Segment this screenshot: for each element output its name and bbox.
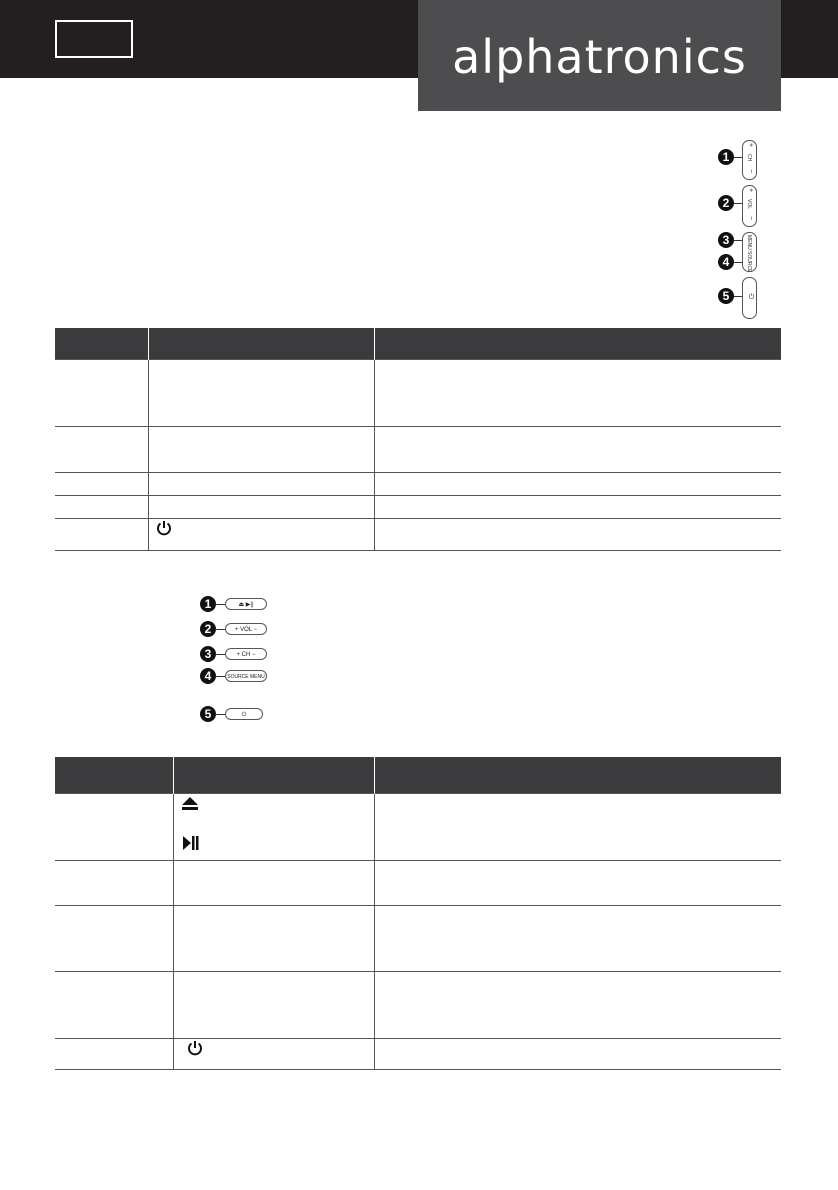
table-cell <box>173 1038 374 1069</box>
table-cell <box>374 427 781 473</box>
ch-label: CH <box>746 154 752 162</box>
table-header-cell <box>148 328 374 360</box>
callout-5: 5 <box>200 706 216 722</box>
table-cell <box>374 473 781 496</box>
table-header-row <box>55 757 781 793</box>
table-row <box>55 360 781 427</box>
table-cell <box>148 360 374 427</box>
table-header-cell <box>173 757 374 793</box>
table-cell <box>374 519 781 551</box>
table-cell <box>374 360 781 427</box>
table-cell <box>148 496 374 519</box>
source-label: SOURCE <box>746 251 752 273</box>
callout-2: 2 <box>200 621 216 637</box>
play-pause-icon <box>180 834 200 852</box>
table-cell <box>374 496 781 519</box>
table-header-cell <box>374 757 781 793</box>
power-icon <box>155 519 173 537</box>
table-cell <box>55 360 148 427</box>
table-cell <box>55 496 148 519</box>
table-cell <box>374 860 781 905</box>
table-cell <box>148 427 374 473</box>
table-cell <box>55 519 148 551</box>
table-header-cell <box>55 328 148 360</box>
top-buttons-table <box>55 757 781 1070</box>
vol-button: + VOL − <box>225 623 267 635</box>
table-cell <box>55 793 173 860</box>
callout-3: 3 <box>718 232 734 248</box>
callout-5: 5 <box>718 288 734 304</box>
table-row <box>55 519 781 551</box>
language-box <box>55 20 133 58</box>
top-power-button: ⏻ <box>225 708 263 720</box>
table-header-cell <box>374 328 781 360</box>
power-icon <box>186 1039 204 1057</box>
table-cell <box>173 793 374 860</box>
ch-button: + CH − <box>742 140 757 180</box>
table-cell <box>374 1038 781 1069</box>
callout-3: 3 <box>200 646 216 662</box>
table-cell <box>173 971 374 1038</box>
eject-icon <box>180 794 200 812</box>
table-row <box>55 473 781 496</box>
side-buttons-table <box>55 328 781 551</box>
table-row <box>55 971 781 1038</box>
table-row <box>55 905 781 971</box>
table-cell <box>55 971 173 1038</box>
table-row <box>55 427 781 473</box>
table-cell <box>148 473 374 496</box>
table-cell <box>374 905 781 971</box>
vol-label: VOL <box>746 199 752 210</box>
table-row <box>55 793 781 860</box>
table-cell <box>55 473 148 496</box>
menu-label: MENU <box>746 235 752 250</box>
callout-4: 4 <box>718 254 734 270</box>
table-cell <box>374 793 781 860</box>
callout-1: 1 <box>718 149 734 165</box>
brand-logo: alphatronics <box>418 0 781 111</box>
callout-2: 2 <box>718 195 734 211</box>
menu-source-button <box>742 232 757 272</box>
table-cell <box>55 1038 173 1069</box>
table-header-cell <box>55 757 173 793</box>
table-cell <box>374 971 781 1038</box>
side-power-button: ⏻ <box>742 277 757 319</box>
source-menu-button: SOURCE MENU <box>225 670 267 682</box>
table-cell <box>173 905 374 971</box>
table-row <box>55 1038 781 1069</box>
table-row <box>55 496 781 519</box>
table-cell <box>148 519 374 551</box>
vol-button: + VOL − <box>742 185 757 227</box>
table-cell <box>55 427 148 473</box>
callout-4: 4 <box>200 668 216 684</box>
callout-1: 1 <box>200 596 216 612</box>
eject-play-button: ⏏ ▶|| <box>225 598 267 610</box>
table-cell <box>173 860 374 905</box>
ch-button: + CH − <box>225 648 267 660</box>
table-row <box>55 860 781 905</box>
table-cell <box>55 905 173 971</box>
table-cell <box>55 860 173 905</box>
table-header-row <box>55 328 781 360</box>
